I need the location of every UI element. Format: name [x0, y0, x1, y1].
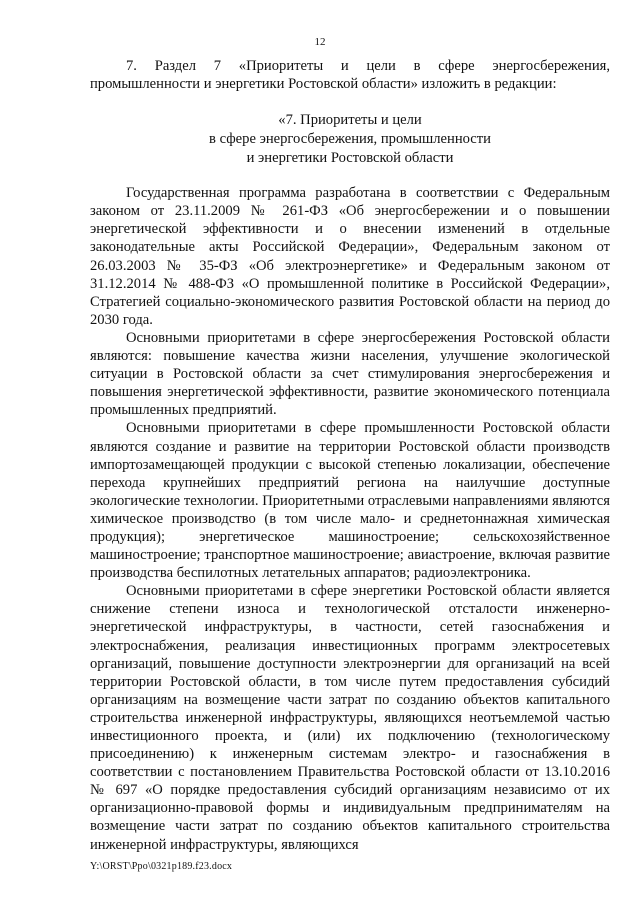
section-heading-line: «7. Приоритеты и цели [278, 112, 422, 129]
intro-paragraph: 7. Раздел 7 «Приоритеты и цели в сфере энергосбережения, промышленности и энергетики Ростовской области» изложить в редакции: [90, 58, 610, 93]
paragraph-energy-priorities: Основными приоритетами в сфере энергетики Ростовской области является снижение степени износа и технологической отсталости инженерно-энергетической инфраструктуры, в частности, сетей газоснабжения и электроснабжения, реализация инвестиционных программ электросетевых организаций, повышение доступности электроэнергии для организаций на всей территории Ростовской области, в том числе путем предоставления субсидий организациям на возмещение части затрат по созданию объектов капитального строительства инженерной инфраструктуры, являющихся неотъемлемой частью инвестиционного проекта, и (или) их подключению (технологическому присоединению) к инженерным системам электро- и газоснабжения в соответствии с постановлением Правительства Ростовской области от 13.10.2016 № 697 «О порядке предоставления субсидий организациям независимо от их организационно-правовой формы и индивидуальным предпринимателям на возмещение части затрат по созданию объектов капитального строительства инженерной инфраструктуры, являющихся [90, 583, 610, 853]
paragraph-energy-saving-priorities: Основными приоритетами в сфере энергосбережения Ростовской области являются: повышение качества жизни населения, улучшение экологической ситуации в Ростовской области за счет стимулирования энергосбережения и повышения энергетической эффективности, развитие экономического потенциала промышленных предприятий. [90, 329, 610, 419]
footer-file-path: Y:\ORST\Ppo\0321p189.f23.docx [90, 861, 233, 872]
page-number: 12 [314, 36, 326, 48]
paragraph-legal-basis: Государственная программа разработана в соответствии с Федеральным законом от 23.11.2009 № 261-ФЗ «Об энергосбережении и о повышении энергетической эффективности и о внесении изменений в отдельные законодательные акты Российской Федерации», Федеральным законом от 26.03.2003 № 35-ФЗ «Об электроэнергетике» и Федеральным законом от 31.12.2014 № 488-ФЗ «О промышленной политике в Российской Федерации», Стратегией социально-экономического развития Ростовской области на период до 2030 года. [90, 185, 610, 328]
section-heading-line: в сфере энергосбережения, промышленности [209, 131, 491, 148]
paragraph-industry-priorities: Основными приоритетами в сфере промышленности Ростовской области являются создание и развитие на территории Ростовской области производств импортозамещающей продукции с высокой степенью локализации, обеспечение перехода крупнейших предприятий региона на наилучшие доступные экологические технологии. Приоритетными отраслевыми направлениями являются химическое производство (в том числе мало- и среднетоннажная химическая продукция); энергетическое машиностроение; сельскохозяйственное машиностроение; транспортное машиностроение; авиастроение, включая развитие производства беспилотных летательных аппаратов; радиоэлектроника. [90, 420, 610, 582]
section-heading [90, 111, 610, 168]
document-body [90, 57, 610, 854]
section-heading-line: и энергетики Ростовской области [246, 150, 454, 167]
